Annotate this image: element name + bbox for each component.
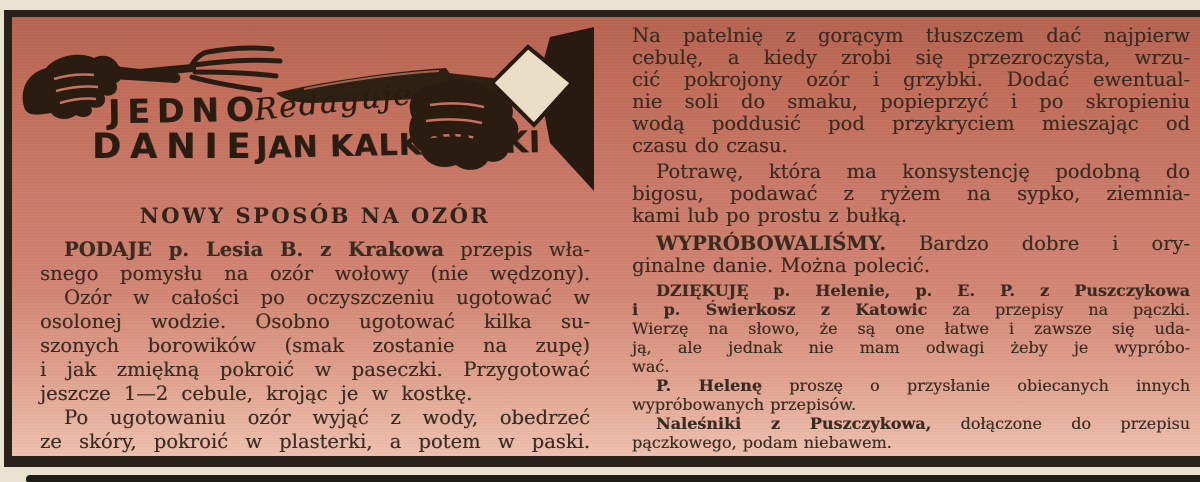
text-line xyxy=(632,91,1190,113)
text-line xyxy=(632,25,1190,47)
bottom-rule xyxy=(26,475,1200,482)
line-text: Ozór w całości po oczyszczeniu ugotować w xyxy=(64,286,590,309)
line-text: pączkowego, podam niebawem. xyxy=(632,433,892,452)
text-line xyxy=(40,358,590,382)
line-text: ginalne danie. Można polecić. xyxy=(632,254,930,277)
text-line xyxy=(632,357,1190,376)
line-text: Bardzo dobre i ory- xyxy=(885,232,1190,255)
text-line xyxy=(632,69,1190,91)
line-text: za przepisy na pączki. xyxy=(927,300,1190,319)
bold-lead: DZIĘKUJĘ p. Helenie, p. E. P. z Puszczykowa xyxy=(656,281,1190,300)
line-text: cić pokrojony ozór i grzybki. Dodać ewentual- xyxy=(632,68,1190,91)
masthead-redaguje: Redaguje xyxy=(252,76,415,129)
text-line xyxy=(632,395,1190,414)
text-line xyxy=(632,205,1190,227)
bold-lead: PODAJE p. Lesia B. z Krakowa xyxy=(64,238,444,261)
bold-lead: Naleśniki z Puszczykowa, xyxy=(656,414,932,433)
bold-lead: P. Helenę xyxy=(656,376,762,395)
masthead-title-word2: DANIE xyxy=(92,127,260,167)
line-text: przepis wła- xyxy=(443,238,590,261)
text-line xyxy=(632,338,1190,357)
text-line xyxy=(40,238,590,262)
text-line xyxy=(40,430,590,454)
line-text: osolonej wodzie. Osobno ugotować kilka su- xyxy=(40,310,590,333)
text-line xyxy=(632,433,1190,452)
line-text: Wierzę na słowo, że są one łatwe i zawsze się uda- xyxy=(632,319,1190,338)
newspaper-clipping xyxy=(4,10,1200,467)
line-text: snego pomysłu na ozór wołowy (nie wędzony). xyxy=(40,262,590,285)
line-text: proszę o przysłanie obiecanych innych xyxy=(762,376,1191,395)
line-text: cebulę, a kiedy zrobi się przezroczysta, wrzu- xyxy=(632,46,1190,69)
line-text: wypróbowanych przepisów. xyxy=(632,395,856,414)
text-line xyxy=(40,310,590,334)
line-text: ze skóry, pokroić w plasterki, a potem w paski. xyxy=(40,430,590,453)
line-text: Potrawę, która ma konsystencję podobną do xyxy=(656,160,1190,183)
left-column xyxy=(40,17,590,454)
text-line xyxy=(632,183,1190,205)
masthead-editor-name: JAN KALKOWSKI xyxy=(255,125,542,166)
line-text: Po ugotowaniu ozór wyjąć z wody, obedrzeć xyxy=(64,406,590,429)
line-text: kami lub po prostu z bułką. xyxy=(632,204,907,227)
text-line xyxy=(40,334,590,358)
text-line xyxy=(40,286,590,310)
text-line xyxy=(632,233,1190,255)
text-line xyxy=(632,255,1190,277)
text-line xyxy=(40,382,590,406)
text-line xyxy=(632,47,1190,69)
line-text: dołączone do przepisu xyxy=(931,414,1190,433)
text-line xyxy=(632,281,1190,300)
line-text: wać. xyxy=(632,357,670,376)
line-text: nie soli do smaku, popieprzyć i po skropieniu xyxy=(632,90,1190,113)
line-text: czasu do czasu. xyxy=(632,134,788,157)
text-line xyxy=(632,135,1190,157)
line-text: wodą poddusić pod przykryciem mieszając od xyxy=(632,112,1190,135)
line-text: Na patelnię z gorącym tłuszczem dać najpierw xyxy=(632,24,1190,47)
line-text: bigosu, podawać z ryżem na sypko, ziemnia- xyxy=(632,182,1190,205)
text-line xyxy=(40,262,590,286)
text-line xyxy=(632,376,1190,395)
bold-lead: i p. Świerkosz z Katowic xyxy=(632,300,928,319)
text-line xyxy=(632,161,1190,183)
text-line xyxy=(40,406,590,430)
line-text: jeszcze 1—2 cebule, krojąc je w kostkę. xyxy=(40,382,473,405)
text-line xyxy=(632,414,1190,433)
line-text: i jak zmiękną pokroić w paseczki. Przygotować xyxy=(40,358,590,381)
line-text: ją, ale jednak nie mam odwagi żeby je wypróbo- xyxy=(632,338,1190,357)
line-text: szonych borowików (smak zostanie na zupę) xyxy=(40,334,590,357)
article-heading: NOWY SPOSÓB NA OZÓR xyxy=(139,203,491,228)
masthead-title-word1: JEDNO xyxy=(107,89,262,132)
text-line xyxy=(632,300,1190,319)
clipping-inner xyxy=(12,17,1200,456)
bold-lead: WYPRÓBOWALIŚMY. xyxy=(656,232,886,255)
text-line xyxy=(632,113,1190,135)
right-column xyxy=(632,17,1190,452)
text-line xyxy=(632,319,1190,338)
